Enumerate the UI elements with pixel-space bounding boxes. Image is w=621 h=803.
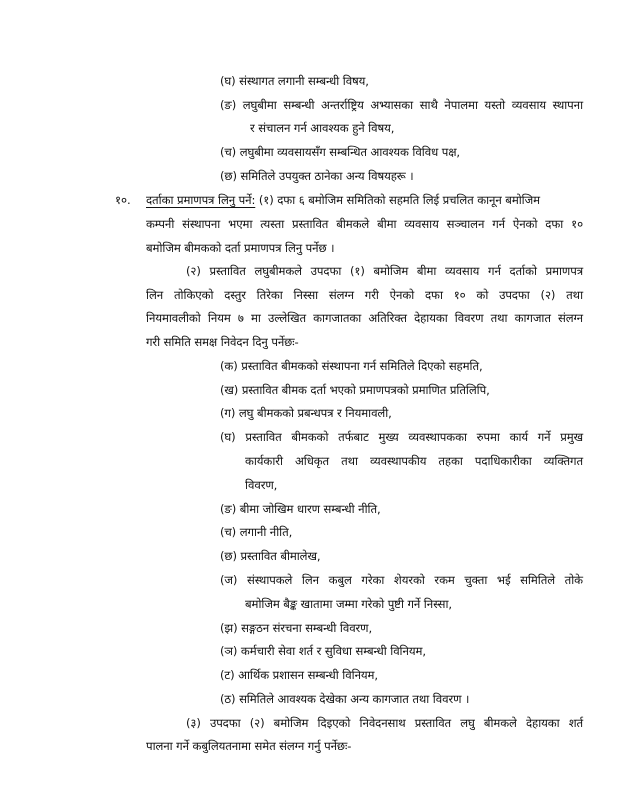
list-item: (च) लगानी नीति, [220,525,293,539]
subsection-text: लिन तोकिएको दस्तुर तिरेका निस्सा संलग्न गरी ऐनको दफा १० को उपदफा (२) तथा [146,288,583,302]
section-text: बमोजिम बीमकको दर्ता प्रमाणपत्र लिनु पर्नेछ । [146,241,335,255]
subsection-text: पालना गर्ने कबुलियतनामा समेत संलग्न गर्नु पर्नेछः- [146,739,352,753]
list-item: (घ) संस्थागत लगानी सम्बन्धी विषय, [220,74,369,88]
list-item: (छ) प्रस्तावित बीमालेख, [220,549,321,563]
list-item: (ज) संस्थापकले लिन कबुल गरेका शेयरको रकम चुक्ता भई समितिले तोके [220,573,583,587]
list-item-continuation: बमोजिम बैङ्क खातामा जम्मा गरेको पुष्टी गर्ने निस्सा, [245,597,452,611]
list-item: (ट) आर्थिक प्रशासन सम्बन्धी विनियम, [220,668,378,682]
list-item: (छ) समितिले उपयुक्त ठानेका अन्य विषयहरू । [220,169,414,183]
list-item-continuation: विवरण, [245,478,278,492]
subsection-text: गरी समिति समक्ष निवेदन दिनु पर्नेछः- [146,335,299,349]
list-item: (घ) प्रस्तावित बीमकको तर्फबाट मुख्य व्यवस्थापकका रुपमा कार्य गर्ने प्रमुख [220,430,583,444]
list-item: (च) लघुबीमा व्यवसायसँग सम्बन्धित आवश्यक विविध पक्ष, [220,145,460,159]
subsection-text: (३) उपदफा (२) बमोजिम दिइएको निवेदनसाथ प्रस्तावित लघु बीमकले देहायका शर्त [186,716,583,730]
subsection-text: नियमावलीको नियम ७ मा उल्लेखित कागजातका अतिरिक्त देहायका विवरण तथा कागजात संलग्न [146,311,583,325]
section-text: कम्पनी संस्थापना भएमा त्यस्ता प्रस्तावित बीमकले बीमा व्यवसाय सञ्चालन गर्न ऐनको दफा १० [146,217,583,231]
list-item: (ञ) कर्मचारी सेवा शर्त र सुविधा सम्बन्धी विनियम, [220,644,426,658]
list-item-continuation: र संचालन गर्न आवश्यक हुने विषय, [250,121,395,135]
section-first-line [146,192,583,208]
list-item: (ङ) बीमा जोखिम धारण सम्बन्धी नीति, [220,502,381,516]
list-item: (ग) लघु बीमकको प्रबन्धपत्र र नियमावली, [220,406,392,420]
list-item-continuation: कार्यकारी अधिकृत तथा व्यवस्थापकीय तहका पदाधिकारीका व्यक्तिगत [245,454,583,468]
subsection-text: (२) प्रस्तावित लघुबीमकले उपदफा (१) बमोजिम बीमा व्यवसाय गर्न दर्ताको प्रमाणपत्र [186,264,583,278]
list-item: (ख) प्रस्तावित बीमक दर्ता भएको प्रमाणपत्रको प्रमाणित प्रतिलिपि, [220,383,490,397]
list-item: (ठ) समितिले आवश्यक देखेका अन्य कागजात तथा विवरण । [220,692,470,706]
section-number: १०. [115,193,131,207]
list-item: (ङ) लघुबीमा सम्बन्धी अन्तर्राष्ट्रिय अभ्यासका साथै नेपालमा यस्तो व्यवसाय स्थापना [220,98,583,112]
section-heading: दर्ताका प्रमाणपत्र लिनु पर्ने: [146,193,256,207]
list-item: (क) प्रस्तावित बीमकको संस्थापना गर्न समितिले दिएको सहमति, [220,359,483,373]
section-text: (१) दफा ६ बमोजिम समितिको सहमति लिई प्रचलित कानून बमोजिम [255,193,541,207]
list-item: (झ) सङ्गठन संरचना सम्बन्धी विवरण, [220,621,373,635]
